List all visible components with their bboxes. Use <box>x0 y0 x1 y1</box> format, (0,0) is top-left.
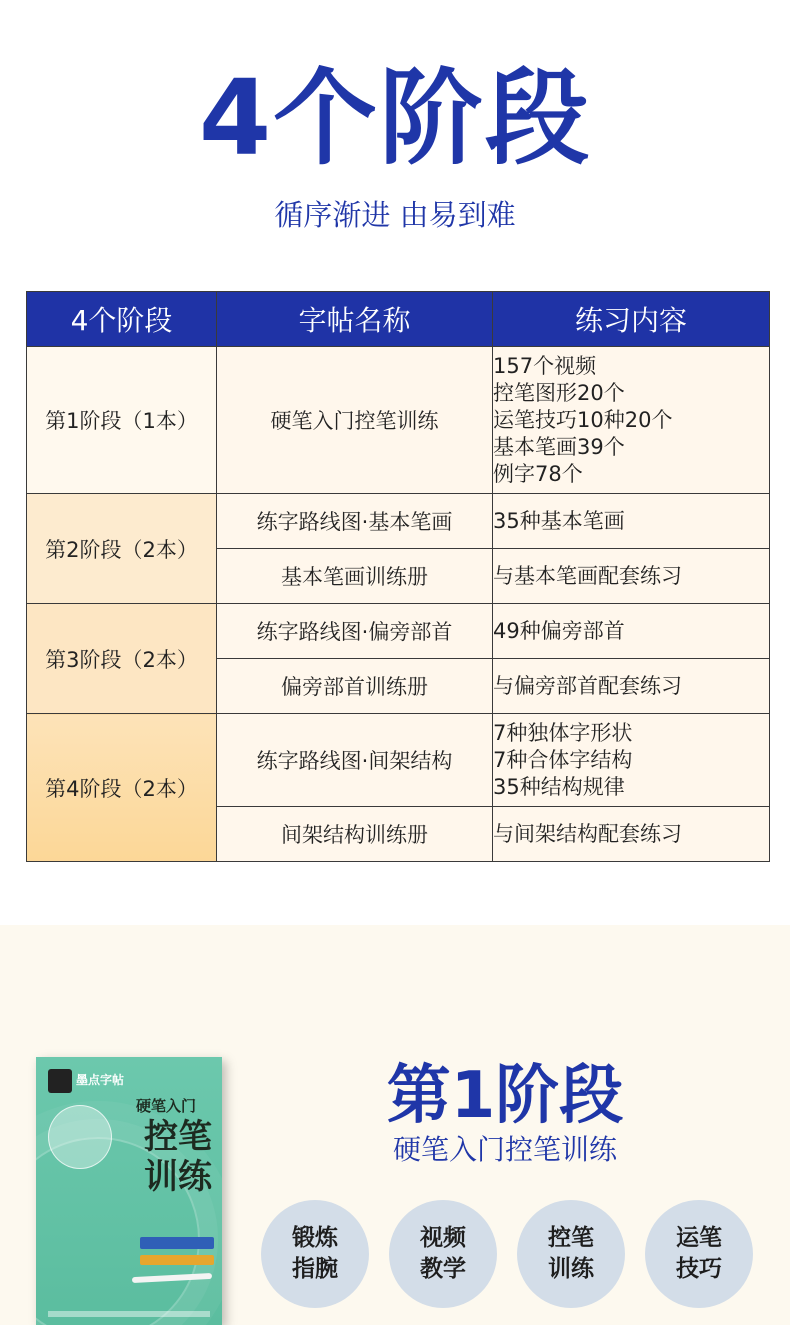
content-cell: 与间架结构配套练习 <box>493 807 770 862</box>
content-line: 7种合体字结构 <box>493 747 633 772</box>
feature-label <box>669 1223 729 1285</box>
content-cell: 35种基本笔画 <box>493 494 770 549</box>
content-cell: 与偏旁部首配套练习 <box>493 659 770 714</box>
stage-cell: 第1阶段（1本） <box>27 347 217 494</box>
content-line: 35种结构规律 <box>493 774 625 799</box>
brand-logo-icon <box>48 1069 72 1093</box>
hero-subtitle: 循序渐进 由易到难 <box>274 198 516 232</box>
header-book-name: 字帖名称 <box>217 292 493 347</box>
feature-circle <box>645 1200 753 1308</box>
header-content: 练习内容 <box>493 292 770 347</box>
book-cover-image <box>36 1057 222 1325</box>
table-row <box>27 604 770 659</box>
content-line: 157个视频 <box>493 353 597 378</box>
cover-footer <box>48 1311 210 1317</box>
content-line: 基本笔画39个 <box>493 434 625 459</box>
book-small-title: 硬笔入门 <box>136 1097 197 1115</box>
cover-badge <box>48 1105 112 1169</box>
book-name-cell: 练字路线图·间架结构 <box>217 714 493 807</box>
table-row <box>27 347 770 494</box>
stage-cell: 第2阶段（2本） <box>27 494 217 604</box>
stage-cell: 第3阶段（2本） <box>27 604 217 714</box>
cover-strip <box>140 1255 214 1265</box>
book-name-cell: 练字路线图·偏旁部首 <box>217 604 493 659</box>
hero-title: 4个阶段 <box>198 57 592 179</box>
content-cell <box>493 714 770 807</box>
book-name-cell: 硬笔入门控笔训练 <box>217 347 493 494</box>
content-cell: 与基本笔画配套练习 <box>493 549 770 604</box>
feature-line: 锻炼 <box>292 1225 338 1251</box>
book-name-cell: 偏旁部首训练册 <box>217 659 493 714</box>
stage1-section <box>0 925 790 1325</box>
table-row <box>27 494 770 549</box>
content-line: 例字78个 <box>493 461 583 486</box>
content-cell: 49种偏旁部首 <box>493 604 770 659</box>
cover-strip <box>140 1237 214 1249</box>
feature-line: 视频 <box>420 1225 466 1251</box>
book-brand: 墨点字帖 <box>76 1073 125 1087</box>
stage1-title: 第1阶段 <box>386 1059 624 1133</box>
stages-table <box>26 291 770 862</box>
feature-line: 技巧 <box>676 1256 722 1282</box>
book-big-title: 控笔训练 <box>144 1117 212 1197</box>
table-row <box>27 714 770 807</box>
book-name-cell: 基本笔画训练册 <box>217 549 493 604</box>
feature-line: 运笔 <box>676 1225 722 1251</box>
feature-circle <box>389 1200 497 1308</box>
stage-cell: 第4阶段（2本） <box>27 714 217 862</box>
feature-circle <box>261 1200 369 1308</box>
feature-label <box>285 1223 345 1285</box>
content-line: 控笔图形20个 <box>493 380 625 405</box>
content-line: 7种独体字形状 <box>493 720 633 745</box>
table-header-row <box>27 292 770 347</box>
feature-line: 控笔 <box>548 1225 594 1251</box>
content-cell <box>493 347 770 494</box>
book-name-cell: 练字路线图·基本笔画 <box>217 494 493 549</box>
feature-line: 指腕 <box>292 1256 338 1282</box>
feature-label <box>413 1223 473 1285</box>
content-line: 运笔技巧10种20个 <box>493 407 673 432</box>
book-name-cell: 间架结构训练册 <box>217 807 493 862</box>
header-stage: 4个阶段 <box>27 292 217 347</box>
stage1-subtitle: 硬笔入门控笔训练 <box>392 1133 617 1166</box>
feature-circle <box>517 1200 625 1308</box>
feature-line: 训练 <box>548 1256 594 1282</box>
feature-label <box>541 1223 601 1285</box>
feature-line: 教学 <box>420 1256 466 1282</box>
